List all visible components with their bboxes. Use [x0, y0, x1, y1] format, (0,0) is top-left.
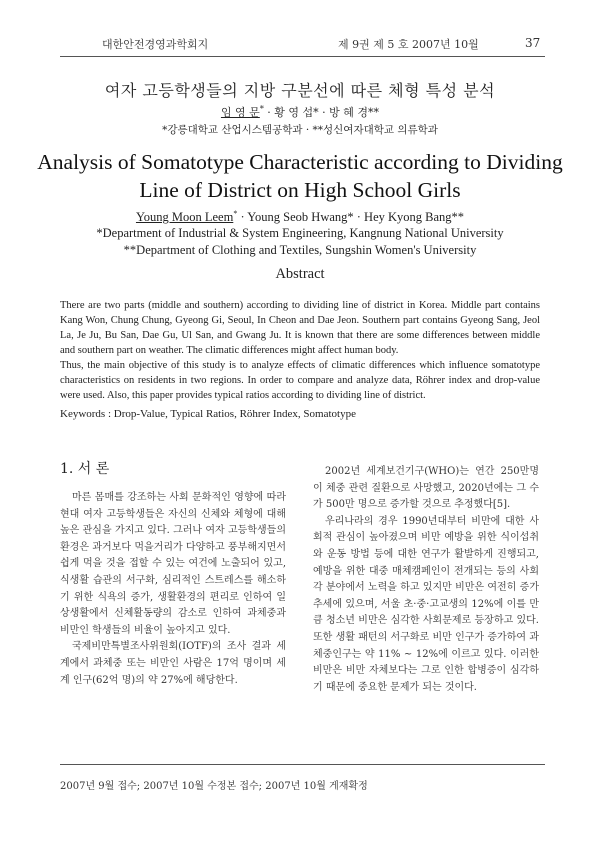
- abstract-paragraph-2: Thus, the main objective of this study is to analyze effects of climatic differences which influence somatotype characteristics on residents in two regions. In order to compare and analyze data, Röhrer index and drop-value were used. Also, this paper provides typical ratios according to dividing line of district.: [60, 360, 540, 401]
- left-column: [60, 490, 286, 689]
- affiliation-english-1: *Department of Industrial & System Engineering, Kangnung National University: [96, 226, 504, 240]
- abstract-paragraph-1: There are two parts (middle and southern) according to dividing line of district in Korea. Middle part contains Kang Won, Chung Chung, Gyeong Gi, Seoul, In Cheon and Dae Jeon. Southern part contains Gyeong Sang, Jeol La, Je Ju, Bu San, Dae Gu, Ul San, and Gwang Ju. It is known that there are some differences between middle and southern part on weather. The climatic differences might affect human body.: [60, 300, 540, 356]
- title-english-line1: Analysis of Somatotype Characteristic according to Dividing: [37, 150, 563, 174]
- header-rule: [60, 56, 545, 57]
- authors-korean: [0, 104, 600, 120]
- section-heading: 1. 서 론: [60, 461, 110, 477]
- affiliation-english-2: **Department of Clothing and Textiles, Sungshin Women's University: [123, 243, 477, 257]
- page-number: 37: [525, 36, 541, 50]
- right-column: [313, 464, 539, 696]
- first-author-korean: 임 영 문: [220, 106, 260, 119]
- title-english-line2: Line of District on High School Girls: [139, 178, 461, 202]
- footer-rule: [60, 764, 545, 765]
- other-authors-english: · Young Seob Hwang* · Hey Kyong Bang**: [237, 210, 465, 225]
- right-paragraph-2: 우리나라의 경우 1990년대부터 비만에 대한 사회적 관심이 높아졌으며 비만 예방을 위한 식이섭취와 운동 방법 등에 대한 연구가 활발하게 진행되고, 예방을 위한 대중 매체캠페인이 전개되는 등의 사회 각 분야에서 노력을 하고 있지만 비만은 여전히 증가추세에 있으며, 서울 초·중·고교생의 12%에 이를 만큼 청소년 비만은 심각한 사회문제로 등장하고 있다. 또한 생활 패턴의 서구화로 비만 인구가 증가하여 과체중인구는 약 11% ~ 12%에 이르고 있다. 이러한 비만은 비만 자체보다는 그로 인한 합병증이 심각하기 때문에 중요한 문제가 되는 것이다.: [313, 515, 539, 693]
- title-korean: 여자 고등학생들의 지방 구분선에 따른 체형 특성 분석: [104, 81, 496, 100]
- received-dates: 2007년 9월 접수; 2007년 10월 수정본 접수; 2007년 10월 게재확정: [60, 781, 368, 792]
- first-author-english-mark: *: [233, 209, 238, 218]
- other-authors-korean: · 황 영 섭* · 방 혜 경**: [263, 106, 380, 119]
- affiliations-korean: *강릉대학교 산업시스템공학과 · **성신여자대학교 의류학과: [162, 124, 438, 136]
- left-paragraph-1: 마른 몸매를 강조하는 사회 문화적인 영향에 따라 현대 여자 고등학생들은 자신의 신체와 체형에 대해 높은 관심을 가지고 있다. 그러나 여자 고등학생들의 환경은 과거보다 먹을거리가 다양하고 풍부해지면서 쉽게 먹을 것을 접할 수 있는 여건에 노출되어 있고, 식생활 습관의 서구화, 심리적인 스트레스를 해소하기 위한 식욕의 증가, 생활환경의 편리로 인하여 일상생활에서 신체활동량의 감소로 인하여 과체중과 비만인 학생들의 비율이 높아지고 있다.: [60, 492, 286, 636]
- authors-english: [0, 209, 600, 225]
- right-paragraph-1: 2002년 세계보건기구(WHO)는 연간 250만명이 체중 관련 질환으로 사망했고, 2020년에는 그 수가 500만 명으로 증가할 것으로 추정했다[5].: [313, 466, 539, 511]
- journal-name: 대한안전경영과학회지: [102, 38, 209, 51]
- first-author-english: Young Moon Leem: [135, 210, 234, 225]
- left-paragraph-2: 국제비만특별조사위원회(IOTF)의 조사 결과 세계에서 과체중 또는 비만인 사람은 17억 명이며 세계 인구(62억 명)의 약 27%에 해당한다.: [60, 641, 286, 686]
- first-author-korean-mark: *: [259, 104, 264, 114]
- issue-info: 제 9권 제 5 호 2007년 10월: [338, 38, 479, 51]
- keywords: Keywords : Drop-Value, Typical Ratios, Röhrer Index, Somatotype: [60, 408, 356, 420]
- abstract-heading: Abstract: [275, 266, 325, 282]
- abstract-body: [60, 298, 540, 403]
